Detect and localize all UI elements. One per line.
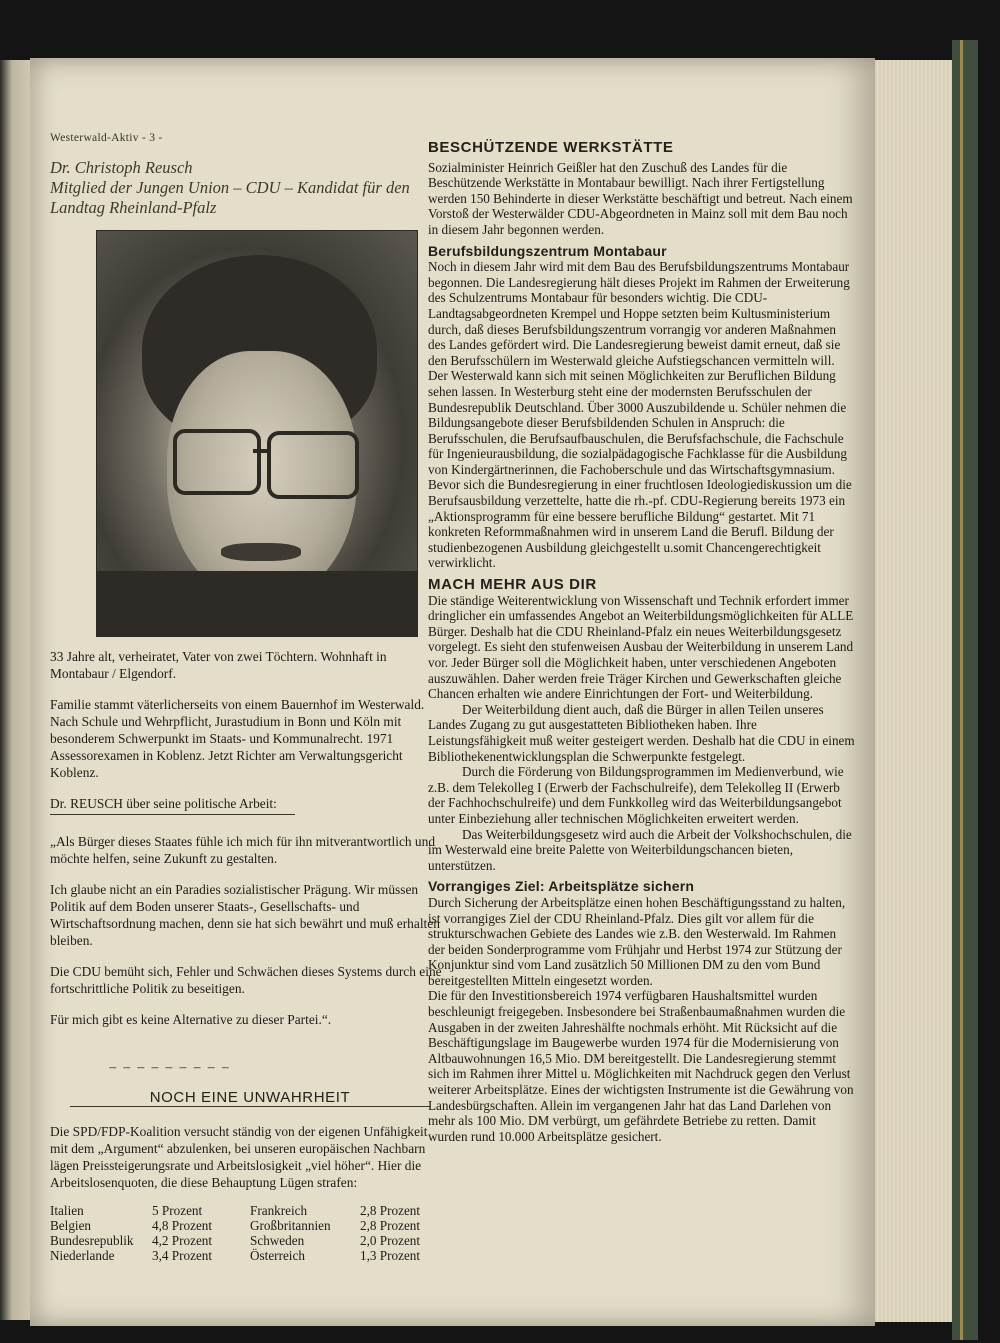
mehr-paragraph: Die ständige Weiterentwicklung von Wissenschaft und Technik erfordert immer dringlicher ein umfassendes Angebot an Weiterbildungsmöglichkeiten für ALLE Bürger. Deshalb hat die CDU Rheinland-Pfalz ein neues Weiterbildungsgesetz vorgelegt. Es sieht den stufenweisen Ausbau der Weiterbildung in unserem Land vor. Jeder Bürger soll die Möglichkeit haben, unter verschiedenen Angeboten auszuwählen. Daher werden freie Träger Kirchen und Gewerkschaften gleiche Chancen erhalten wie andere Einrichtungen der Fort- und Weiterbildung. xyxy=(428,592,854,702)
rate-cell: 3,4 Prozent xyxy=(152,1248,213,1263)
book-cover xyxy=(952,40,978,1340)
rate-cell: 4,8 Prozent xyxy=(152,1218,213,1233)
country-cell: Frankreich xyxy=(250,1203,308,1218)
rate-cell: 2,8 Prozent xyxy=(360,1218,421,1233)
mehr-paragraph: Das Weiterbildungsgesetz wird auch die Arbeit der Volkshochschulen, die im Westerwald eine breite Palette von Weiterbildungschancen bieten, unterstützen. xyxy=(428,826,852,873)
country-cell: Niederlande xyxy=(50,1248,115,1263)
candidate-name: Dr. Christoph Reusch xyxy=(50,158,193,177)
werkstaette-title: BESCHÜTZENDE WERKSTÄTTE xyxy=(428,139,674,156)
document-page xyxy=(30,58,875,1326)
arbeit-paragraph: Durch Sicherung der Arbeitsplätze einen hohen Beschäftigungsstand zu halten, ist vorrangiges Ziel der CDU Rheinland-Pfalz. Dies gilt vor allem für die strukturschwachen Gebiete des Landes wie z.B. den Westerwald. Im Rahmen der beiden Sonderprogramme vom Frühjahr und Herbst 1974 zur Stützung der Konjunktur sind vom Land zusätzlich 50 Millionen DM zu den vom Bund bereitgestellten Mitteln eingesetzt worden. xyxy=(428,894,846,988)
candidate-block xyxy=(50,158,450,218)
werkstaette-text: Sozialminister Heinrich Geißler hat den Zuschuß des Landes für die Beschützende Werkstätte in Montabaur bewilligt. Nach ihrer Fertigstellung werden 150 Behinderte in dieser Werkstätte beschäftigt und betreut. Nach einem Vorstoß der Westerwälder CDU-Abgeordneten in Mainz soll mit dem Bau noch in diesem Jahr begonnen werden. xyxy=(428,159,853,237)
politics-intro: Dr. REUSCH über seine politische Arbeit: xyxy=(50,796,277,811)
country-cell: Schweden xyxy=(250,1233,305,1248)
mehr-paragraph: Der Weiterbildung dient auch, daß die Bürger in allen Teilen unseres Landes Zugang zu gut ausgestatteten Bibliotheken haben. Ihre Leistungsfähigkeit muß weiter gesteigert werden. Deshalb hat die CDU in einem Bibliothekenentwicklungsplan die Schwerpunkte festgelegt. xyxy=(428,701,855,764)
candidate-photo xyxy=(96,230,418,637)
berufsbildung-paragraph: Noch in diesem Jahr wird mit dem Bau des Berufsbildungszentrums Montabaur begonnen. Die Landesregierung hält dieses Projekt im Rahmen der Erweiterung des Schulzentrums Montabaur für besonders wichtig. Die CDU-Landtagsabgeordneten Krempel und Hoppe setzten beim Kultusministerium durch, daß dieses Berufsbildungszentrum vorrangig vor anderen Maßnahmen des Landes gefördert wird. Die Landesregierung beweist damit erneut, daß sie den Berufsschülern im Westerwald gleiche Aufstiegschancen vermitteln will. xyxy=(428,259,850,368)
quote-block xyxy=(50,833,445,1028)
unwahrheit-text: Die SPD/FDP-Koalition versucht ständig von der eigenen Unfähigkeit mit dem „Argument“ abzulenken, bei unseren europäischen Nachbarn lägen Preissteigerungsrate und Arbeitslosigkeit „viel höher“. Hier die Arbeitslosenquoten, die diese Behauptung Lügen strafen: xyxy=(50,1124,428,1190)
candidate-role: Mitglied der Jungen Union – CDU – Kandidat für den Landtag Rheinland-Pfalz xyxy=(50,178,410,217)
divider-line xyxy=(50,814,295,815)
berufsbildung-title: Berufsbildungszentrum Montabaur xyxy=(428,242,667,259)
country-cell: Belgien xyxy=(50,1218,92,1233)
bio-paragraph: 33 Jahre alt, verheiratet, Vater von zwei Töchtern. Wohnhaft in Montabaur / Elgendorf. xyxy=(50,649,387,681)
page-edges xyxy=(862,60,962,1322)
dash-divider: – – – – – – – – – xyxy=(109,1059,231,1074)
country-cell: Italien xyxy=(50,1203,84,1218)
quote-paragraph: Ich glaube nicht an ein Paradies sozialistischer Prägung. Wir müssen Politik auf dem Boden unserer Staats-, Gesellschafts- und Wirtschaftsordnung machen, denn sie hat sich bewährt und muß erhalten bleiben. xyxy=(50,882,440,948)
table-row xyxy=(50,1203,426,1218)
unemployment-table xyxy=(50,1203,426,1263)
berufsbildung-paragraph: Der Westerwald kann sich mit seinen Möglichkeiten zur Beruflichen Bildung sehen lassen. In Westerburg steht eine der modernsten Berufsschulen der Bundesrepublik Deutschland. Über 3000 Auszubildende u. Schüler nehmen die Bildungsangebote dieser Berufsbildenden Schulen in Anspruch: die Berufsschulen, die Berufsaufbauschulen, die Berufsfachschule, die Fachschule für Ingenieurausbildung, die sozialpädagogische Fachklasse für die Ausbildung von Kindergärtnerinnen, die Fachoberschule und das Wirtschaftsgymnasium. Bevor sich die Bundesregierung in einer fruchtlosen Ideologiediskussion um die Berufsausbildung verzettelte, hatte die rh.-pf. CDU-Regierung bereits 1973 ein „Aktionsprogramm für eine bessere berufliche Bildung“ gestartet. Mit 71 konkreten Reformmaßnahmen wird in unserem Land die Berufl. Bildung der studienbezogenen Ausbildung gleichgestellt u.somit Chancengerechtigkeit verwirklicht. xyxy=(428,368,852,571)
rate-cell: 1,3 Prozent xyxy=(360,1248,421,1263)
mehr-paragraph: Durch die Förderung von Bildungsprogrammen im Medienverbund, wie z.B. dem Telekolleg I (Erwerb der Fachschulreife), dem Telekolleg II (Erwerb der Fachhochschulreife) und dem Funkkolleg wird das Weiterbildungsangebot unter Einbeziehung aller technischen Möglichkeiten erweitert werden. xyxy=(428,764,844,826)
cover-edge-line xyxy=(960,40,963,1340)
country-cell: Bundesrepublik xyxy=(50,1233,134,1248)
rate-cell: 2,0 Prozent xyxy=(360,1233,421,1248)
arbeit-title: Vorrangiges Ziel: Arbeitsplätze sichern xyxy=(428,878,695,895)
quote-paragraph: „Als Bürger dieses Staates fühle ich mich für ihn mitverantwortlich und möchte helfen, seine Zukunft zu gestalten. xyxy=(50,834,436,866)
unwahrheit-title: NOCH EINE UNWAHRHEIT xyxy=(149,1089,351,1106)
country-cell: Großbritannien xyxy=(250,1218,331,1233)
quote-paragraph: Die CDU bemüht sich, Fehler und Schwächen dieses Systems durch eine fortschrittliche Politik zu beseitigen. xyxy=(50,964,442,996)
quote-paragraph: Für mich gibt es keine Alternative zu dieser Partei.“. xyxy=(50,1012,332,1027)
rate-cell: 4,2 Prozent xyxy=(152,1233,213,1248)
page-header: Westerwald-Aktiv - 3 - xyxy=(50,132,163,144)
rate-cell: 5 Prozent xyxy=(152,1203,203,1218)
arbeit-paragraph: Die für den Investitionsbereich 1974 verfügbaren Haushaltsmittel wurden beschleunigt freigegeben. Insbesondere bei Straßenbaumaßnahmen wurden die Ausgaben in der zweiten Jahreshälfte nochmals erhöht. Mit Rücksicht auf die Beschäftigungslage im Baugewerbe wurden 1974 für die Modernisierung von Altbauwohnungen 16,5 Mio. DM bereitgestellt. Die Landesregierung stemmt sich im Rahmen ihrer Mittel u. Möglichkeiten mit Nachdruck gegen den Verlust weiterer Arbeitsplätze. Eines der wichtigsten Instrumente ist die Gewährung von Landesbürgschaften. Allein im vergangenen Jahr hat das Land Darlehen von mehr als 100 Mio. DM verbürgt, um gefährdete Betriebe zu retten. Damit wurden rund 10.000 Arbeitsplätze gesichert. xyxy=(428,988,854,1144)
table-row xyxy=(50,1248,426,1263)
mehr-title: MACH MEHR AUS DIR xyxy=(428,576,597,594)
table-row xyxy=(50,1233,426,1248)
table-row xyxy=(50,1218,426,1233)
right-column xyxy=(428,140,856,1144)
candidate-bio xyxy=(50,648,445,1263)
rate-cell: 2,8 Prozent xyxy=(360,1203,421,1218)
bio-paragraph: Familie stammt väterlicherseits von einem Bauernhof im Westerwald. Nach Schule und Wehrpflicht, Jurastudium in Bonn und Köln mit besonderem Schwerpunkt im Staats- und Kommunalrecht. 1971 Assessorexamen in Koblenz. Jetzt Richter am Verwaltungsgericht Koblenz. xyxy=(50,697,425,780)
country-cell: Österreich xyxy=(250,1248,305,1263)
